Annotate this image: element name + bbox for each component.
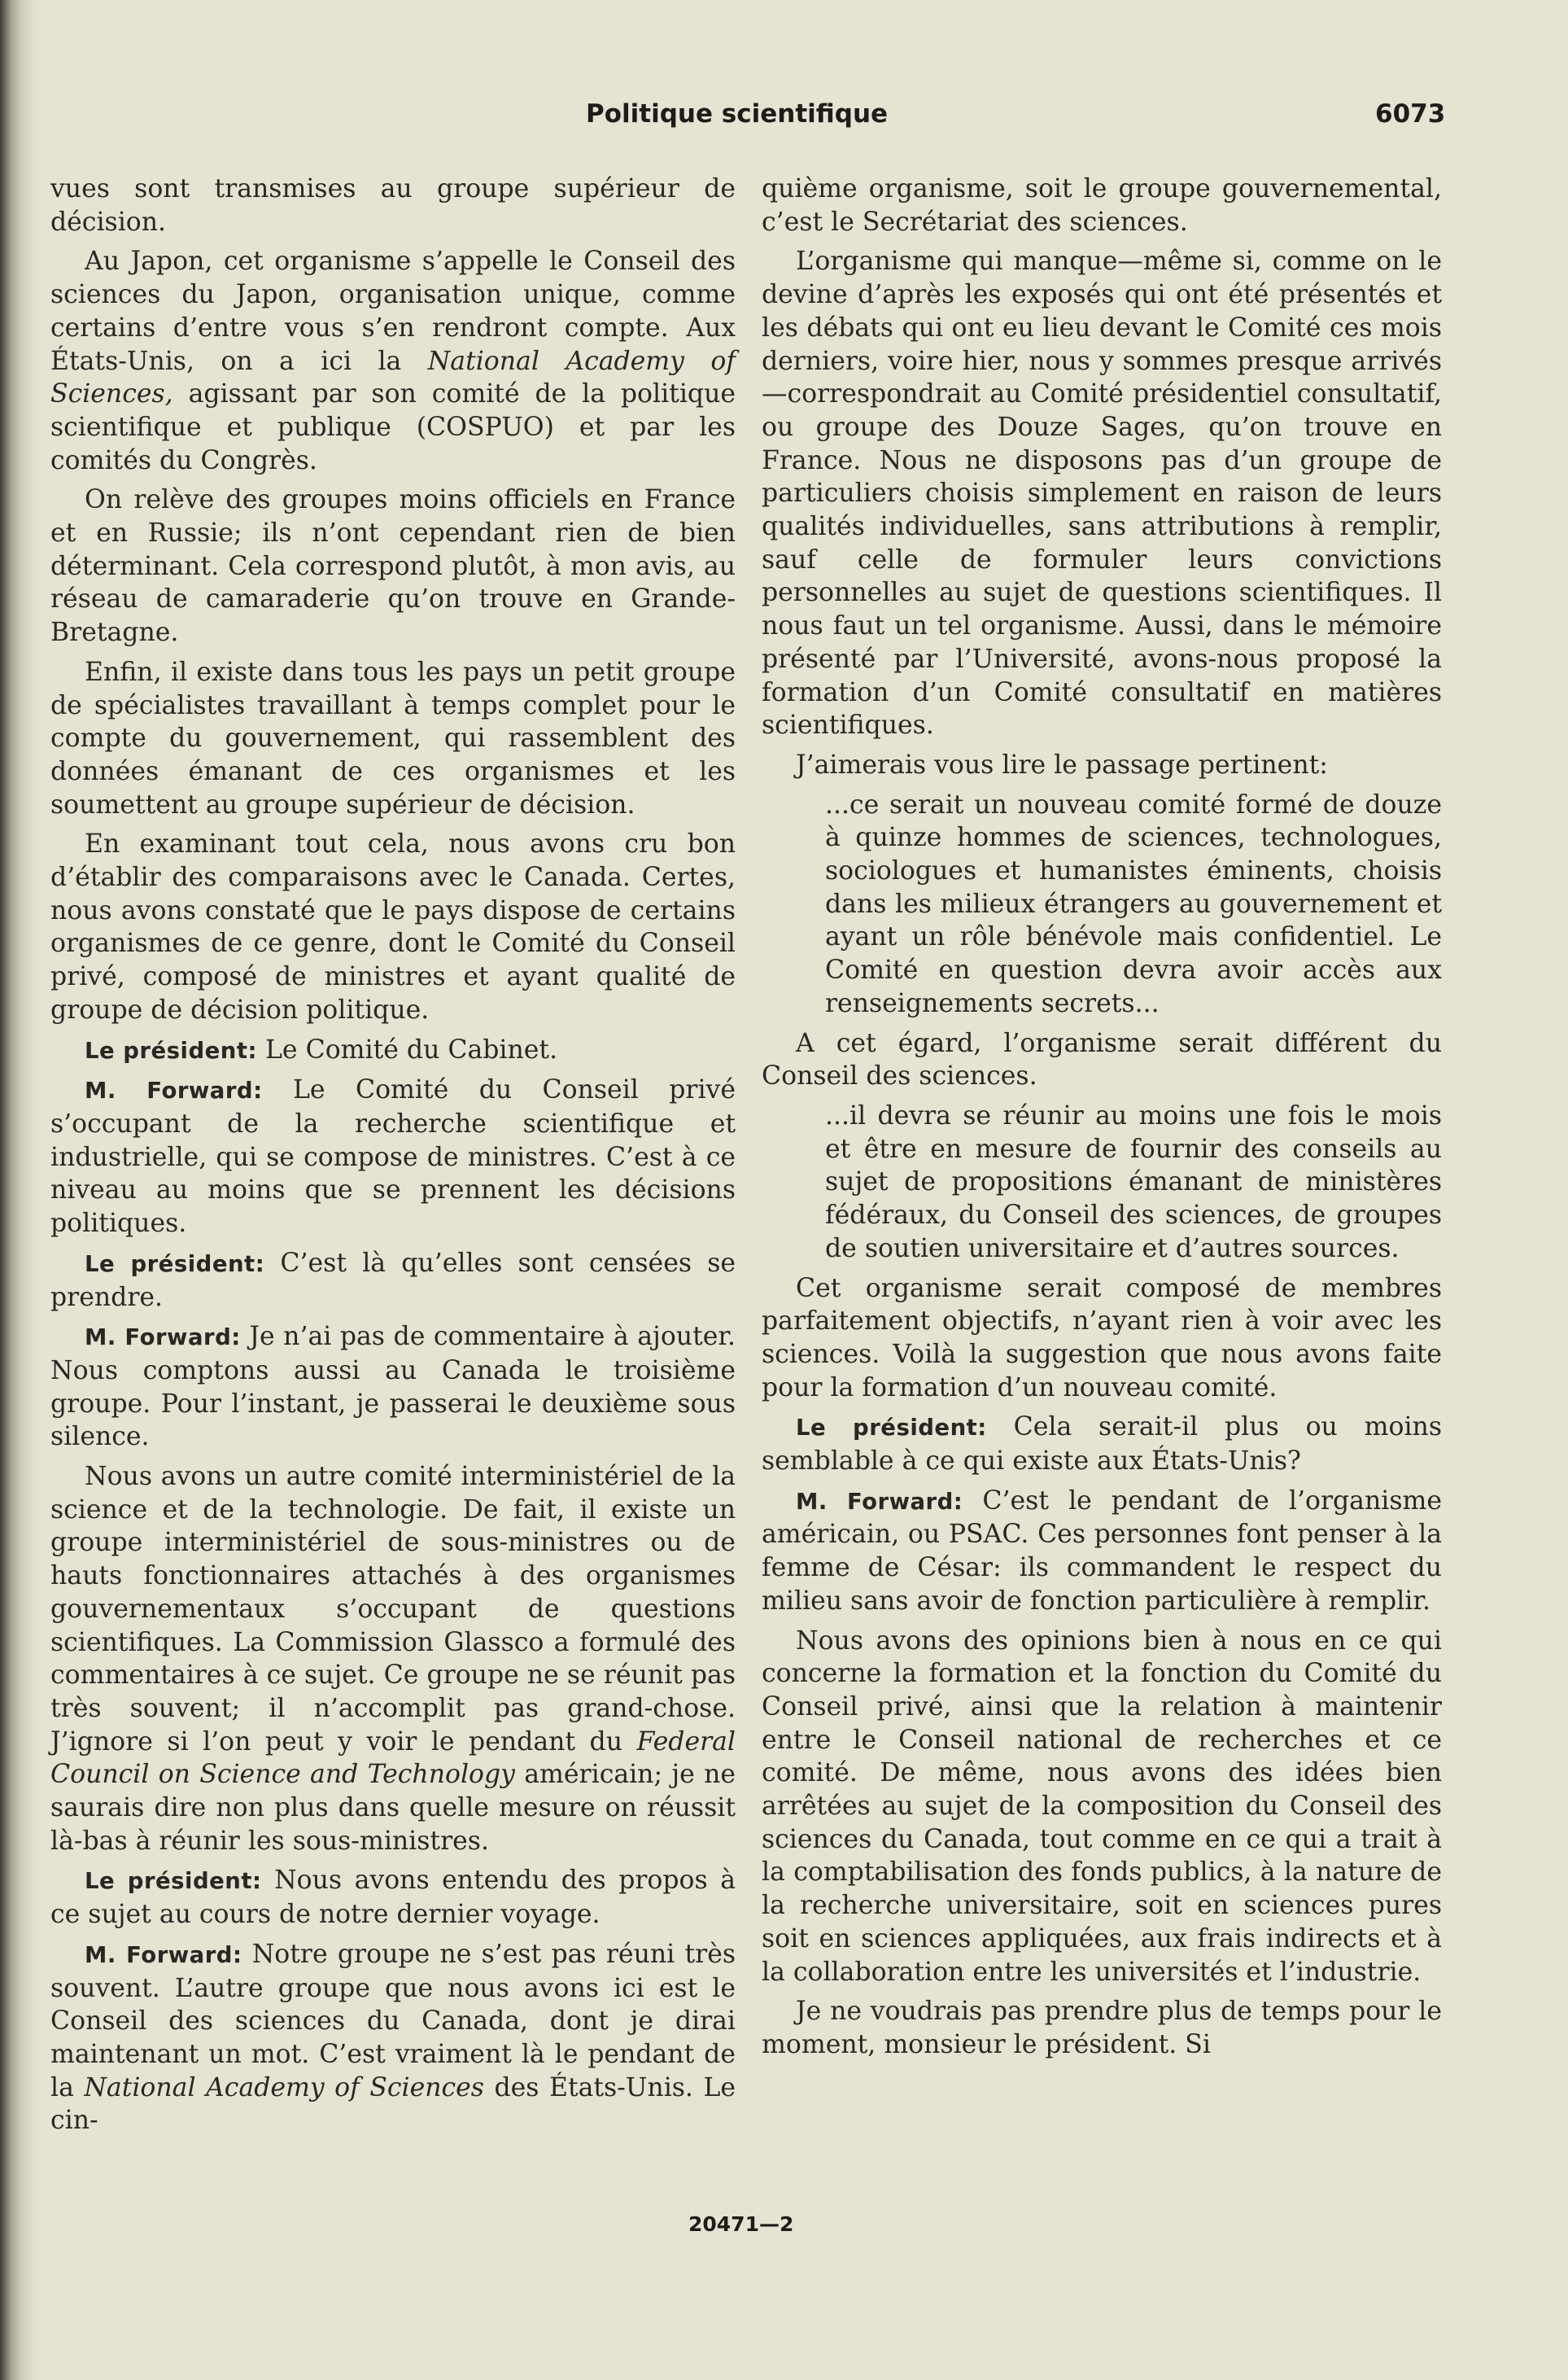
paragraph: On relève des groupes moins officiels en France et en Russie; ils n’ont cependant rien de bien déterminant. Cela correspond plutôt, à mon avis, au réseau de camaraderie qu’on trouve en Grande-Bretagne. [50,485,736,648]
book-binding-shadow [0,0,39,2380]
paragraph: J’aimerais vous lire le passage pertinent: [796,750,1328,780]
paragraph-text: des États-Unis. Le cin- [50,2072,736,2136]
printer-signature: 20471—2 [688,2212,794,2236]
paragraph: En examinant tout cela, nous avons cru bon d’établir des comparaisons avec le Canada. Certes, nous avons constaté que le pays dispose de certains organismes de ce genre, dont le Comité du Conseil privé, composé de ministres et ayant qualité de groupe de décision politique. [50,829,736,1025]
paragraph: Cet organisme serait composé de membres parfaitement objectifs, n’ayant rien à voir avec les sciences. Voilà la suggestion que nous avons faite pour la formation d’un nouveau comité. [762,1273,1442,1402]
paragraph: Nous avons des opinions bien à nous en ce qui concerne la formation et la fonction du Comité du Conseil privé, ainsi que la relation à maintenir entre le Conseil national de recherches et ce comité. De même, nous avons des idées bien arrêtées au sujet de la composition du Conseil des sciences du Canada, tout comme en ce qui a trait à la comptabilisation des fonds publics, à la nature de la recherche universitaire, soit en sciences pures soit en sciences appliquées, aux frais indirects et à la collaboration entre les universités et l’industrie. [762,1625,1442,1987]
speaker-label: M. Forward: [796,1488,963,1515]
paragraph-text: agissant par son comité de la politique scientifique et publique (COSPUO) et par les comités du Congrès. [50,379,736,475]
page-number: 6073 [1375,99,1446,129]
paragraph [50,245,736,477]
paragraph: L’organisme qui manque—même si, comme on le devine d’après les exposés qui ont été présentés et les débats qui ont eu lieu devant le Comité ces mois derniers, voire hier, nous y sommes presque arrivés—correspondrait au Comité présidentiel consultatif, ou groupe des Douze Sages, qu’on trouve en France. Nous ne disposons pas d’un groupe de particuliers choisis simplement en raison de leurs qualités individuelles, sans attributions à remplir, sauf celle de formuler leurs convictions personnelles au sujet de questions scientifiques. Il nous faut un tel organisme. Aussi, dans le mémoire présenté par l’Université, avons-nous proposé la formation d’un Comité consultatif en matières scientifiques. [762,247,1442,741]
block-quote: ...ce serait un nouveau comité formé de douze à quinze hommes de sciences, technologues, sociologues et humanistes éminents, choisis dans les milieux étrangers au gouvernement et ayant un rôle bénévole mais confidentiel. Le Comité en question devra avoir accès aux renseignements secrets... [825,790,1442,1018]
italic-reference: National Academy of Sciences, [50,346,736,409]
paragraph-text: Nous avons entendu des propos à ce sujet au cours de notre dernier voyage. [50,1866,736,1930]
paragraph [762,1411,1442,1477]
paragraph-text: Au Japon, cet organisme s’appelle le Conseil des sciences du Japon, organisation unique, comme certains d’entre vous s’en rendront compte. Aux États-Unis, on a ici la [50,247,736,376]
paragraph-text: C’est là qu’elles sont censées se prendre. [50,1248,736,1312]
paragraph: Enfin, il existe dans tous les pays un petit groupe de spécialistes travaillant à temps complet pour le compte du gouvernement, qui rassemblent des données émanant de ces organismes et les soumettent au groupe supérieur de décision. [50,657,736,820]
right-column [762,173,1442,2068]
paragraph [50,1034,736,1068]
paragraph [50,1320,736,1454]
paragraph-text: Le Comité du Conseil privé s’occupant de la recherche scientifique et industrielle, qui se compose de ministres. C’est à ce niveau au moins que se prennent les décisions politiques. [50,1075,736,1239]
paragraph [50,1247,736,1314]
running-title: Politique scientifique [586,99,889,129]
paragraph-text: Je n’ai pas de commentaire à ajouter. Nous comptons aussi au Canada le troisième groupe. Pour l’instant, je passerai le deuxième sous silence. [50,1322,736,1452]
speaker-label: Le président: [796,1415,987,1442]
paragraph: vues sont transmises au groupe supérieur de décision. [50,174,736,237]
paragraph [50,1864,736,1931]
italic-reference: National Academy of Sciences [84,2072,484,2102]
speaker-label: Le président: [85,1037,257,1064]
paragraph [762,1485,1442,1618]
block-quote: ...il devra se réunir au moins une fois le mois et être en mesure de fournir des conseils au sujet de propositions émanant de ministères fédéraux, du Conseil des sciences, de groupes de soutien universitaire et d’autres sources. [825,1100,1442,1263]
speaker-label: M. Forward: [85,1078,263,1105]
paragraph-text: Le Comité du Cabinet. [265,1035,558,1065]
paragraph: quième organisme, soit le groupe gouvernemental, c’est le Secrétariat des sciences. [762,174,1442,237]
paragraph: Je ne voudrais pas prendre plus de temps pour le moment, monsieur le président. Si [762,1997,1442,2059]
running-header [0,99,1568,135]
speaker-label: M. Forward: [85,1941,242,1968]
speaker-label: Le président: [85,1250,265,1277]
speaker-label: Le président: [85,1868,262,1895]
paragraph-text: Nous avons un autre comité interministériel de la science et de la technologie. De fait, il existe un groupe interministériel de sous-ministres ou de hauts fonctionnaires attachés à des organismes gouvernementaux s’occupant de questions scientifiques. La Commission Glassco a formulé des commentaires à ce sujet. Ce groupe ne se réunit pas très souvent; il n’accomplit pas grand-chose. J’ignore si l’on peut y voir le pendant du [50,1462,736,1757]
paragraph [50,1460,736,1857]
paragraph [50,1938,736,2137]
speaker-label: M. Forward: [85,1324,241,1351]
paragraph [50,1074,736,1240]
italic-reference: Federal Council on Science and Technology [50,1726,736,1790]
paragraph-text: américain; je ne saurais dire non plus dans quelle mesure on réussit là-bas à réunir les sous-ministres. [50,1760,736,1856]
paragraph-text: Cela serait-il plus ou moins semblable à ce qui existe aux États-Unis? [762,1412,1443,1477]
paragraph-text: C’est le pendant de l’organisme américain, ou PSAC. Ces personnes font penser à la femme de César: ils commandent le respect du milieu sans avoir de fonction particulière à remplir. [762,1485,1442,1616]
paragraph: A cet égard, l’organisme serait différent du Conseil des sciences. [762,1028,1442,1092]
left-column [50,173,736,2144]
paragraph-text: Notre groupe ne s’est pas réuni très souvent. L’autre groupe que nous avons ici est le Conseil des sciences du Canada, dont je dirai maintenant un mot. C’est vraiment là le pendant de la [50,1939,736,2102]
